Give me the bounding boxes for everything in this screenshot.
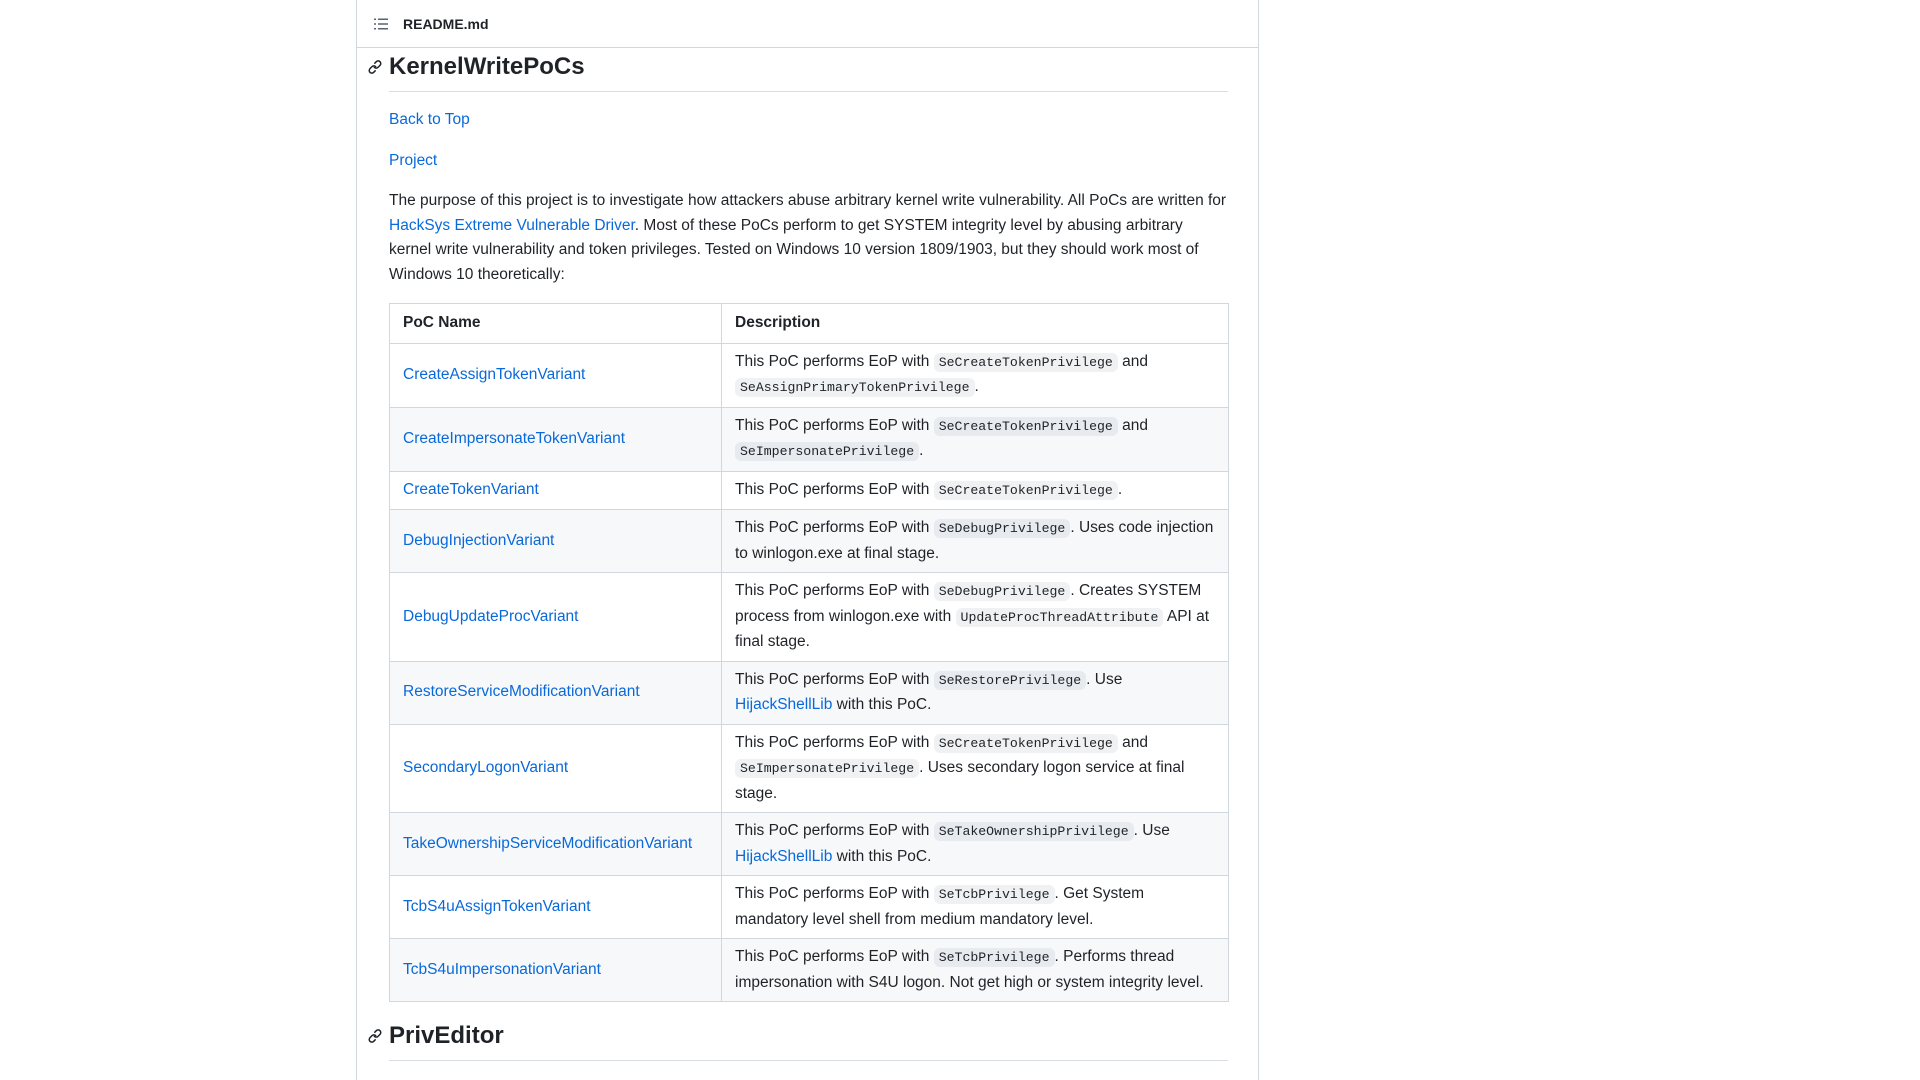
poc-name-cell (390, 939, 722, 1002)
privilege-code: SeCreateTokenPrivilege (934, 353, 1118, 372)
poc-name-cell (390, 471, 722, 510)
description-text: This PoC performs EoP with (735, 948, 934, 965)
description-text: . Use (1133, 822, 1170, 839)
link-icon[interactable] (367, 1028, 383, 1044)
poc-name-link[interactable]: CreateAssignTokenVariant (403, 365, 586, 383)
table-row (390, 876, 1229, 939)
description-text: This PoC performs EoP with (735, 582, 934, 599)
description-text: with this PoC. (832, 847, 932, 865)
privilege-code: SeDebugPrivilege (934, 582, 1071, 601)
privilege-code: UpdateProcThreadAttribute (956, 608, 1164, 627)
table-row (390, 661, 1229, 724)
poc-name-link[interactable]: DebugUpdateProcVariant (403, 607, 579, 625)
table-row (390, 510, 1229, 573)
poc-name-cell (390, 573, 722, 662)
poc-description-cell (722, 573, 1229, 662)
header-description: Description (722, 304, 1229, 344)
poc-name-cell (390, 510, 722, 573)
poc-name-link[interactable]: CreateImpersonateTokenVariant (403, 429, 626, 447)
table-row (390, 939, 1229, 1002)
file-name: README.md (403, 15, 489, 32)
description-text: This PoC performs EoP with (735, 519, 934, 536)
table-row (390, 813, 1229, 876)
poc-description-cell (722, 813, 1229, 876)
privilege-code: SeDebugPrivilege (934, 519, 1071, 538)
poc-table (389, 303, 1229, 1002)
link-icon[interactable] (367, 59, 383, 75)
poc-description-cell (722, 661, 1229, 724)
description-text: and (1117, 352, 1148, 370)
poc-description-cell (722, 939, 1229, 1002)
heading-text: KernelWritePoCs (389, 53, 585, 80)
file-header (357, 0, 1258, 48)
poc-name-cell (390, 407, 722, 471)
hijackshelllib-link[interactable]: HijackShellLib (735, 847, 833, 865)
privilege-code: SeTakeOwnershipPrivilege (934, 822, 1134, 841)
description-text: . Uses secondary logon service at final stage. (735, 759, 1185, 802)
poc-name-cell (390, 661, 722, 724)
hijackshelllib-link[interactable]: HijackShellLib (735, 696, 833, 713)
heading-text: PrivEditor (389, 1022, 504, 1049)
description-text: This PoC performs EoP with (735, 416, 934, 434)
table-row (390, 573, 1229, 662)
poc-description-cell (722, 407, 1229, 471)
hevd-link[interactable]: HackSys Extreme Vulnerable Driver (389, 216, 635, 234)
poc-description-cell (722, 724, 1229, 813)
heading-priveditor (389, 1020, 1228, 1061)
privilege-code: SeRestorePrivilege (934, 671, 1086, 690)
poc-name-link[interactable]: SecondaryLogonVariant (403, 759, 569, 776)
poc-name-link[interactable]: RestoreServiceModificationVariant (403, 683, 640, 701)
readme-panel (356, 0, 1259, 1080)
description-text: . Get System mandatory level shell from medium mandatory level. (735, 885, 1145, 928)
description-text: . Use (1086, 670, 1123, 688)
privilege-code: SeImpersonatePrivilege (735, 759, 919, 778)
poc-name-link[interactable]: CreateTokenVariant (403, 481, 539, 498)
privilege-code: SeImpersonatePrivilege (735, 442, 919, 461)
description-text: and (1117, 416, 1148, 434)
heading-kernelwritepocs (389, 51, 1228, 92)
poc-name-cell (390, 343, 722, 407)
poc-name-link[interactable]: TcbS4uAssignTokenVariant (403, 897, 591, 915)
project-description: The purpose of this project is to investigate how attackers abuse arbitrary kernel write vulnerability. All PoCs are written for HackSys Extreme Vulnerable Driver. Most of these PoCs perform to get SYSTEM integrity level by abusing arbitrary kernel write vulnerability and token privileges. Tested on Windows 10 version 1809/1903, but they should work most of Windows 10 theoretically: (389, 192, 1227, 283)
description-text: . Performs thread impersonation with S4U logon. Not get high or system integrity level. (735, 948, 1204, 991)
project-link[interactable]: Project (389, 151, 438, 169)
description-text: with this PoC. (832, 696, 932, 713)
description-text: . (974, 378, 979, 395)
list-unordered-icon[interactable] (373, 16, 389, 32)
description-text: This PoC performs EoP with (735, 352, 934, 370)
back-to-top-link[interactable]: Back to Top (389, 111, 470, 128)
table-row (390, 471, 1229, 510)
poc-name-link[interactable]: TakeOwnershipServiceModificationVariant (403, 834, 693, 852)
description-text: . Creates SYSTEM process from winlogon.exe with (735, 582, 1202, 625)
table-header-row (390, 304, 1229, 344)
table-row (390, 724, 1229, 813)
poc-description-cell (722, 343, 1229, 407)
table-row (390, 407, 1229, 471)
privilege-code: SeAssignPrimaryTokenPrivilege (735, 378, 975, 397)
table-row (390, 343, 1229, 407)
description-text: and (1117, 733, 1148, 751)
description-text: This PoC performs EoP with (735, 480, 934, 498)
privilege-code: SeTcbPrivilege (934, 948, 1055, 967)
poc-name-cell (390, 813, 722, 876)
poc-name-link[interactable]: DebugInjectionVariant (403, 531, 555, 549)
description-text: This PoC performs EoP with (735, 733, 934, 751)
description-text: This PoC performs EoP with (735, 670, 934, 688)
poc-description-cell (722, 510, 1229, 573)
description-text: . (919, 442, 924, 459)
readme-content (389, 48, 1228, 1061)
description-text: . Uses code injection to winlogon.exe at final stage. (735, 519, 1214, 562)
description-text: API at final stage. (735, 607, 1210, 650)
poc-name-cell (390, 724, 722, 813)
poc-name-cell (390, 876, 722, 939)
header-poc-name: PoC Name (390, 304, 722, 344)
poc-name-link[interactable]: TcbS4uImpersonationVariant (403, 960, 601, 978)
privilege-code: SeTcbPrivilege (934, 885, 1055, 904)
description-text: This PoC performs EoP with (735, 822, 934, 839)
poc-description-cell (722, 876, 1229, 939)
privilege-code: SeCreateTokenPrivilege (934, 481, 1118, 500)
privilege-code: SeCreateTokenPrivilege (934, 417, 1118, 436)
description-text: This PoC performs EoP with (735, 885, 934, 902)
poc-description-cell (722, 471, 1229, 510)
description-text: . (1117, 480, 1123, 498)
privilege-code: SeCreateTokenPrivilege (934, 734, 1118, 753)
